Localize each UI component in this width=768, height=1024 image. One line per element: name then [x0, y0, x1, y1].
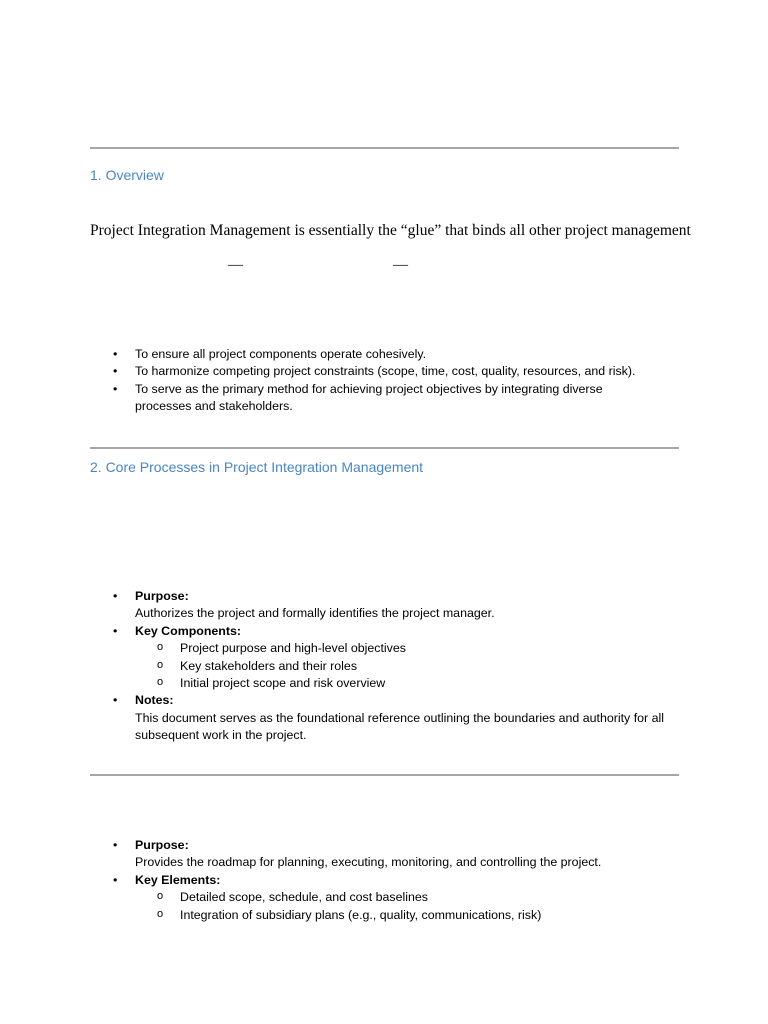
purpose-label: • Purpose:: [135, 838, 189, 852]
dash-left: —: [228, 257, 243, 273]
purpose-text: Provides the roadmap for planning, executing, monitoring, and controlling the project.: [135, 855, 602, 870]
list-item: • To serve as the primary method for achieving project objectives by integrating diverse processes and stakeholders.: [90, 381, 635, 416]
list-item: • To harmonize competing project constraints (scope, time, cost, quality, resources, and risk).: [90, 363, 690, 380]
sub-list-item: o Integration of subsidiary plans (e.g., quality, communications, risk): [135, 907, 690, 924]
sub-list-item: o Detailed scope, schedule, and cost baselines: [135, 889, 690, 906]
key-components-sublist: [135, 640, 690, 692]
sub-list-item: o Project purpose and high-level objectives: [135, 640, 690, 657]
overview-bullet-list: [90, 346, 690, 416]
list-item: [90, 692, 690, 744]
notes-label: • Notes:: [135, 693, 174, 708]
list-item: [90, 623, 690, 693]
section-divider: [90, 774, 679, 776]
list-item: [90, 872, 690, 924]
plan-list: [90, 837, 690, 924]
section-divider: [90, 147, 679, 149]
key-elements-label: • Key Elements:: [135, 872, 221, 887]
overview-intro-text: Project Integration Management is essentially the “glue” that binds all other project management: [90, 222, 691, 239]
notes-text: This document serves as the foundational reference outlining the boundaries and authority for all subsequent work in the project.: [135, 710, 664, 743]
sub-list-item: o Key stakeholders and their roles: [135, 658, 690, 675]
section-heading-overview: 1. Overview: [90, 167, 164, 183]
dash-right: —: [393, 257, 408, 273]
charter-list: [90, 588, 690, 745]
purpose-text: Authorizes the project and formally identifies the project manager.: [135, 606, 495, 621]
sub-list-item: o Initial project scope and risk overview: [135, 675, 690, 692]
key-elements-sublist: [135, 889, 690, 924]
list-item: [90, 837, 690, 872]
section-divider: [90, 447, 679, 449]
section-heading-core-processes: 2. Core Processes in Project Integration Management: [90, 459, 424, 475]
purpose-label: • Purpose:: [135, 589, 189, 603]
key-components-label: • Key Components:: [135, 623, 242, 638]
list-item: • To ensure all project components operate cohesively.: [90, 346, 690, 363]
list-item: [90, 588, 690, 623]
